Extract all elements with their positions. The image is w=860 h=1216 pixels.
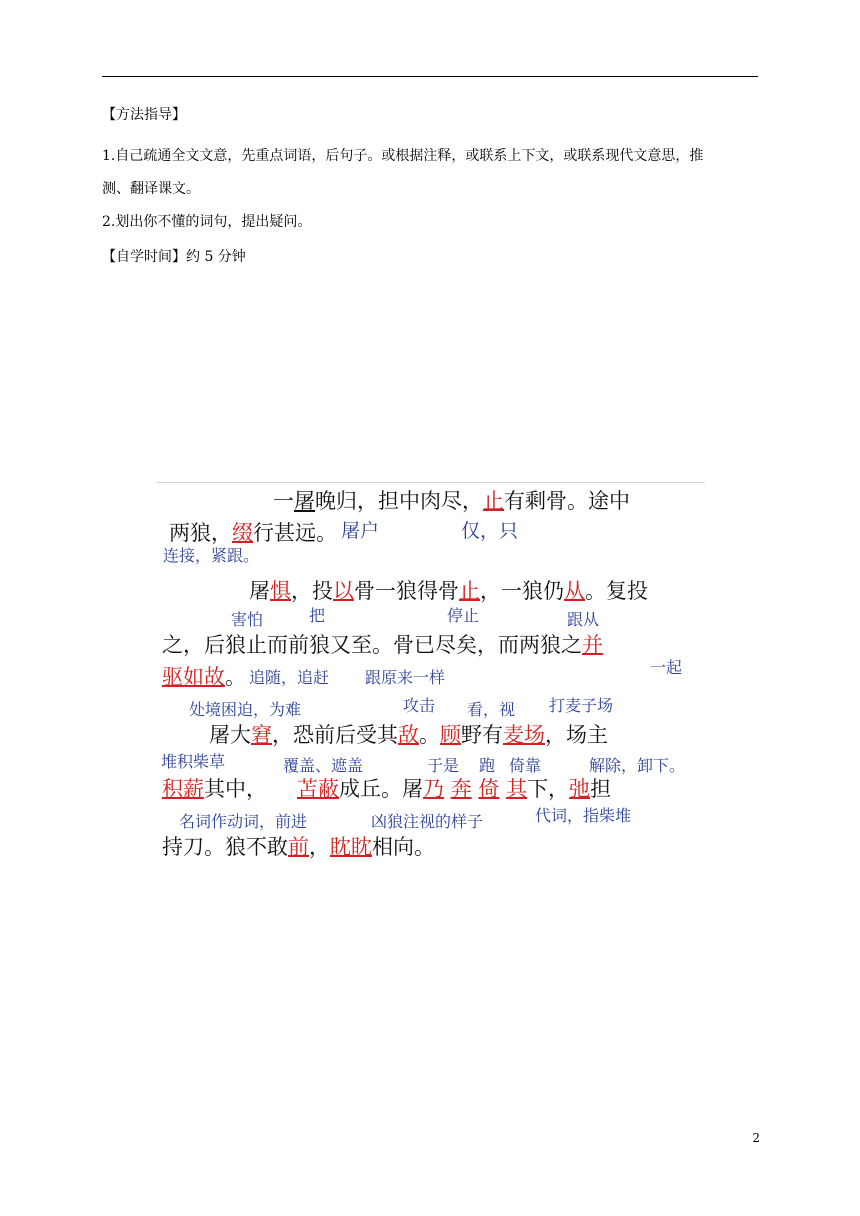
header-rule — [102, 76, 758, 77]
highlighted-word: 从 — [564, 579, 585, 603]
self-study-duration: 约 5 分钟 — [186, 249, 246, 265]
highlighted-word: 积薪 — [162, 777, 204, 801]
text-line-7b — [297, 776, 611, 802]
text-segment: 两狼， — [169, 521, 232, 545]
text-segment: 担 — [590, 777, 612, 801]
highlighted-word: 眈眈 — [330, 835, 372, 859]
text-segment: 屠 — [249, 579, 270, 603]
text-segment: 骨一狼得骨 — [354, 579, 459, 603]
highlighted-word: 麦场 — [503, 723, 545, 747]
note-daici: 代词，指柴堆 — [535, 806, 632, 825]
text-segment: 其中， — [204, 777, 267, 801]
text-line-3 — [249, 578, 648, 604]
self-study-line — [102, 248, 246, 266]
note-haipa: 害怕 — [231, 610, 264, 629]
note-jiechu: 解除，卸下。 — [589, 756, 686, 775]
highlighted-word: 苫蔽 — [297, 777, 339, 801]
highlighted-word: 弛 — [569, 777, 591, 801]
note-kanshi: 看，视 — [467, 700, 516, 719]
note-yushi: 于是 — [427, 756, 460, 775]
text-segment: ，一狼仍 — [480, 579, 564, 603]
highlighted-word: 前 — [288, 835, 309, 859]
note-mingci: 名词作动词，前进 — [179, 812, 308, 831]
note-genyuan: 跟原来一样 — [365, 668, 446, 687]
text-line-5 — [162, 664, 246, 690]
method-item-1-line-1: 1.自己疏通全文文意，先重点词语，后句子。或根据注释，或联系上下文，或联系现代文意思，推 — [102, 148, 704, 164]
text-segment: ， — [309, 835, 330, 859]
text-segment: 。复投 — [585, 579, 648, 603]
note-tuhu: 屠户 — [341, 520, 380, 542]
highlighted-word: 乃 — [423, 777, 444, 801]
text-line-1 — [273, 488, 630, 514]
text-segment: 有剩骨。途中 — [504, 489, 630, 513]
text-segment: ，投 — [291, 579, 333, 603]
note-yikao: 倚靠 — [509, 756, 542, 775]
highlighted-word: 以 — [333, 579, 354, 603]
note-zhuisui: 追随，追赶 — [249, 668, 330, 687]
text-segment: ，恐前后受其 — [272, 723, 398, 747]
text-segment: 。 — [225, 665, 246, 689]
text-segment: 相向。 — [372, 835, 435, 859]
text-segment: 行甚远。 — [253, 521, 337, 545]
text-segment: 屠 — [294, 489, 315, 513]
note-yiqi: 一起 — [650, 658, 683, 677]
highlighted-word: 窘 — [251, 723, 272, 747]
text-line-4 — [162, 632, 603, 658]
text-segment: 成丘。屠 — [339, 777, 423, 801]
text-segment: 一 — [273, 489, 294, 513]
note-pao: 跑 — [479, 756, 496, 775]
highlighted-word: 顾 — [440, 723, 461, 747]
note-xionglang: 凶狼注视的样子 — [371, 812, 484, 831]
note-duiji: 堆积柴草 — [161, 752, 226, 771]
method-item-2: 2.划出你不懂的词句，提出疑问。 — [102, 214, 312, 230]
text-segment: 野有 — [461, 723, 503, 747]
page-number: 2 — [752, 1131, 760, 1145]
self-study-heading: 【自学时间】 — [102, 249, 186, 265]
text-segment: 之，后狼止而前狼又至。骨已尽矣，而两狼之 — [162, 633, 582, 657]
note-tingzhi: 停止 — [447, 606, 480, 625]
method-heading: 【方法指导】 — [102, 107, 186, 123]
highlighted-word: 倚 — [478, 777, 500, 801]
note-fugai: 覆盖、遮盖 — [283, 756, 364, 775]
note-gongji: 攻击 — [403, 696, 436, 715]
note-lianjie: 连接，紧跟。 — [163, 546, 260, 565]
highlighted-word: 其 — [506, 777, 528, 801]
annotated-text-figure — [157, 482, 705, 872]
highlighted-word: 惧 — [270, 579, 291, 603]
note-gencong: 跟从 — [567, 610, 600, 629]
highlighted-word: 缀 — [232, 521, 253, 545]
text-segment: 晚归，担中肉尽， — [315, 489, 483, 513]
text-line-2 — [169, 520, 337, 546]
highlighted-word: 奔 — [450, 777, 472, 801]
note-ba: 把 — [309, 606, 326, 625]
note-jin-zhi: 仅，只 — [461, 520, 519, 542]
highlighted-word: 敌 — [398, 723, 419, 747]
text-line-8 — [162, 834, 435, 860]
text-segment: ，场主 — [545, 723, 608, 747]
highlighted-word: 止 — [459, 579, 480, 603]
note-chujing: 处境困迫，为难 — [189, 700, 302, 719]
note-damai: 打麦子场 — [549, 696, 614, 715]
method-item-1-line-2: 测、翻译课文。 — [102, 181, 200, 197]
text-segment: 下， — [527, 777, 570, 801]
text-segment: 持刀。狼不敢 — [162, 835, 288, 859]
text-line-6 — [209, 722, 608, 748]
highlighted-word: 止 — [483, 489, 504, 513]
highlighted-word: 并 — [582, 633, 603, 657]
highlighted-word: 驱如故 — [162, 665, 225, 689]
text-line-7 — [162, 776, 267, 802]
text-segment: 屠大 — [209, 723, 251, 747]
text-segment: 。 — [419, 723, 440, 747]
text-segment — [444, 777, 451, 801]
figure-top-rule — [157, 482, 705, 483]
